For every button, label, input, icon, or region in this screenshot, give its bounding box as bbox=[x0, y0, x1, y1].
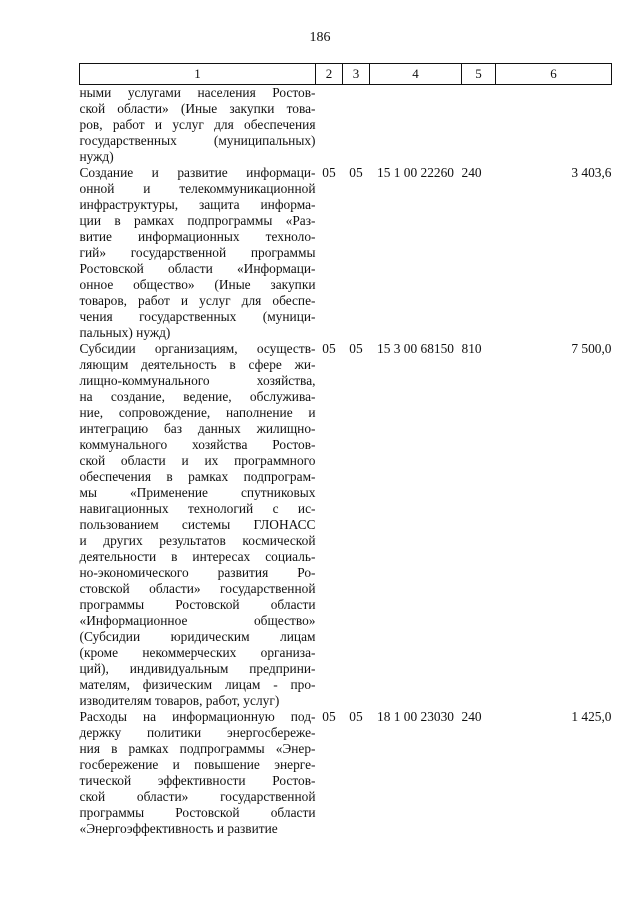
header-col-1: 1 bbox=[80, 64, 316, 85]
row-subsection: 05 bbox=[349, 709, 363, 724]
table-row bbox=[80, 165, 612, 341]
description-line: Субсидии организациям, осуществ- bbox=[79, 341, 316, 356]
description-line: лищно-коммунального хозяйства, bbox=[79, 373, 316, 388]
description-line: госбережение и повышение энерге- bbox=[79, 757, 316, 772]
table-header-row bbox=[80, 64, 612, 85]
table-row bbox=[80, 85, 612, 166]
row-subsection bbox=[343, 85, 370, 166]
description-line: изводителям товаров, работ, услуг) bbox=[79, 693, 280, 708]
description-line: (кроме некоммерческих организа- bbox=[79, 645, 316, 660]
description-line: «Энергоэффективность и развитие bbox=[79, 821, 278, 836]
description-line: ными услугами населения Ростов- bbox=[79, 85, 316, 100]
description-line: стовской области» государственной bbox=[79, 581, 316, 596]
row-amount: 1 425,0 bbox=[571, 709, 612, 724]
row-expense-type: 240 bbox=[461, 165, 482, 180]
description-line: и других результатов космической bbox=[79, 533, 316, 548]
row-target-article: 18 1 00 23030 bbox=[377, 709, 454, 724]
description-line: тической эффективности Ростов- bbox=[79, 773, 316, 788]
description-line: держку политики энергосбереже- bbox=[79, 725, 316, 740]
row-description bbox=[80, 341, 316, 709]
header-col-4: 4 bbox=[370, 64, 462, 85]
row-target-article: 15 3 00 68150 bbox=[377, 341, 454, 356]
row-target-article: 15 1 00 22260 bbox=[377, 165, 454, 180]
description-line: обеспечения в рамках подпрограм- bbox=[79, 469, 316, 484]
description-line: товаров, работ и услуг для обеспе- bbox=[79, 293, 316, 308]
row-description bbox=[80, 165, 316, 341]
description-line: государственных (муниципальных) bbox=[79, 133, 316, 148]
description-line: ния в рамках подпрограммы «Энер- bbox=[79, 741, 316, 756]
description-line: ции в рамках подпрограммы «Раз- bbox=[79, 213, 316, 228]
row-subsection: 05 bbox=[349, 165, 363, 180]
header-col-3: 3 bbox=[343, 64, 370, 85]
description-line: интеграцию баз данных жилищно- bbox=[79, 421, 316, 436]
row-expense-type: 810 bbox=[461, 341, 482, 356]
description-line: нужд) bbox=[79, 149, 114, 164]
row-description bbox=[80, 709, 316, 837]
description-line: программы Ростовской области bbox=[79, 597, 316, 612]
budget-table bbox=[79, 63, 612, 837]
description-line: пользованием системы ГЛОНАСС bbox=[79, 517, 316, 532]
row-section bbox=[316, 85, 343, 166]
header-col-6: 6 bbox=[496, 64, 612, 85]
table-row bbox=[80, 709, 612, 837]
row-expense-type: 240 bbox=[461, 709, 482, 724]
description-line: чения государственных (муници- bbox=[79, 309, 316, 324]
description-line: Ростовской области «Информаци- bbox=[79, 261, 316, 276]
row-section: 05 bbox=[322, 165, 336, 180]
row-section: 05 bbox=[322, 709, 336, 724]
description-line: ляющим деятельность в сфере жи- bbox=[79, 357, 316, 372]
description-line: Расходы на информационную под- bbox=[79, 709, 316, 724]
description-line: ской области» государственной bbox=[79, 789, 316, 804]
table-body bbox=[80, 85, 612, 838]
row-amount: 7 500,0 bbox=[571, 341, 612, 356]
header-col-2: 2 bbox=[316, 64, 343, 85]
description-line: ние, сопровождение, наполнение и bbox=[79, 405, 316, 420]
description-line: пальных) нужд) bbox=[79, 325, 171, 340]
description-line: но-экономического развития Ро- bbox=[79, 565, 316, 580]
table-row bbox=[80, 341, 612, 709]
description-line: «Информационное общество» bbox=[79, 613, 316, 628]
description-line: мы «Применение спутниковых bbox=[79, 485, 316, 500]
description-line: на создание, ведение, обслужива- bbox=[79, 389, 316, 404]
description-line: деятельности в интересах социаль- bbox=[79, 549, 316, 564]
description-line: навигационных технологий с ис- bbox=[79, 501, 316, 516]
description-line: онное общество» (Иные закупки bbox=[79, 277, 316, 292]
row-amount bbox=[496, 85, 612, 166]
row-description bbox=[80, 85, 316, 166]
description-line: ций), индивидуальным предприни- bbox=[79, 661, 316, 676]
page-number: 186 bbox=[309, 30, 331, 45]
row-subsection: 05 bbox=[349, 341, 363, 356]
description-line: Создание и развитие информаци- bbox=[79, 165, 316, 180]
description-line: витие информационных техноло- bbox=[79, 229, 316, 244]
row-section: 05 bbox=[322, 341, 336, 356]
description-line: онной и телекоммуникационной bbox=[79, 181, 316, 196]
header-col-5: 5 bbox=[462, 64, 496, 85]
description-line: (Субсидии юридическим лицам bbox=[79, 629, 316, 644]
description-line: гий» государственной программы bbox=[79, 245, 316, 260]
description-line: ской области» (Иные закупки това- bbox=[79, 101, 316, 116]
row-expense-type bbox=[462, 85, 496, 166]
description-line: мателям, физическим лицам - про- bbox=[79, 677, 316, 692]
description-line: ров, работ и услуг для обеспечения bbox=[79, 117, 316, 132]
description-line: ской области и их программного bbox=[79, 453, 316, 468]
description-line: инфраструктуры, защита информа- bbox=[79, 197, 316, 212]
row-amount: 3 403,6 bbox=[571, 165, 612, 180]
description-line: коммунального хозяйства Ростов- bbox=[79, 437, 316, 452]
row-target-article bbox=[370, 85, 462, 166]
description-line: программы Ростовской области bbox=[79, 805, 316, 820]
